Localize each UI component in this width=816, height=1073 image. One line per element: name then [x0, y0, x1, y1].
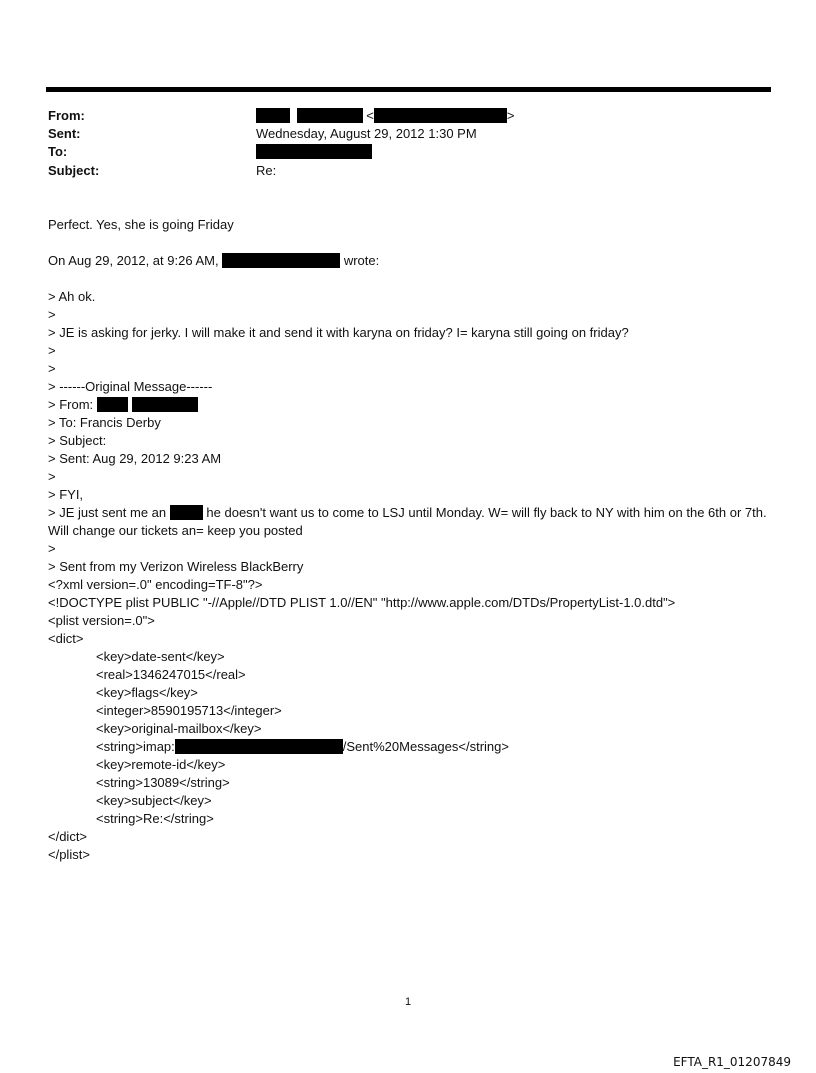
from-gt: >	[506, 108, 515, 123]
xml-line: <key>flags</key>	[96, 685, 198, 700]
quoted-line: >	[48, 307, 56, 322]
quoted-line: > JE is asking for jerky. I will make it and send it with karyna on friday? I= karyna still going on friday?	[48, 325, 629, 340]
page-number: 1	[404, 996, 412, 1008]
xml-mailbox-line	[48, 738, 773, 756]
attribution-suffix: wrote:	[343, 253, 380, 268]
from-lt: <	[366, 108, 374, 123]
quoted-line: >	[48, 469, 56, 484]
quoted-line: >	[48, 343, 56, 358]
redaction-box	[256, 108, 290, 123]
reply-text: Perfect. Yes, she is going Friday	[48, 217, 234, 232]
document-id: EFTA_R1_01207849	[673, 1055, 791, 1069]
from-label: From:	[48, 108, 85, 123]
email-body	[48, 216, 773, 864]
redaction-box	[132, 397, 198, 412]
xml-line: <key>remote-id</key>	[96, 757, 226, 772]
quoted-line: > Subject:	[48, 433, 107, 448]
quote-attribution	[48, 252, 773, 270]
quoted-line: > Ah ok.	[48, 289, 96, 304]
xml-line: <plist version=.0">	[48, 613, 155, 628]
quoted-from-line	[48, 396, 773, 414]
redaction-box	[97, 397, 128, 412]
xml-line: <key>original-mailbox</key>	[96, 721, 262, 736]
redaction-box	[297, 108, 363, 123]
xml-mailbox-end: /Sent%20Messages</string>	[342, 739, 509, 754]
quoted-line: > Sent from my Verizon Wireless BlackBerry	[48, 559, 304, 574]
quoted-line: > ------Original Message------	[48, 379, 213, 394]
xml-mailbox-start: <string>imap:	[96, 739, 175, 754]
quoted-line: >	[48, 361, 56, 376]
quoted-paragraph-rest: he doesn't want us to come to LSJ until Monday. W= will fly back to NY with him on the 6th or 7th. Will change our tickets an= keep you posted	[48, 505, 767, 538]
quoted-from-label: > From:	[48, 397, 94, 412]
quoted-line: > Sent: Aug 29, 2012 9:23 AM	[48, 451, 222, 466]
xml-line: <real>1346247015</real>	[96, 667, 246, 682]
redaction-box	[170, 505, 203, 520]
quoted-paragraph	[48, 504, 773, 540]
xml-line: </dict>	[48, 829, 88, 844]
subject-label: Subject:	[48, 163, 100, 178]
to-label: To:	[48, 144, 68, 159]
xml-line: <key>date-sent</key>	[96, 649, 225, 664]
quoted-line: > FYI,	[48, 487, 84, 502]
quoted-line: > To: Francis Derby	[48, 415, 161, 430]
xml-line: <integer>8590195713</integer>	[96, 703, 282, 718]
sent-value: Wednesday, August 29, 2012 1:30 PM	[256, 126, 477, 141]
quoted-line: >	[48, 541, 56, 556]
xml-line: <string>Re:</string>	[96, 811, 214, 826]
redaction-box	[175, 739, 343, 754]
xml-line: <dict>	[48, 631, 84, 646]
quoted-paragraph-start: > JE just sent me an	[48, 505, 167, 520]
attribution-prefix: On Aug 29, 2012, at 9:26 AM,	[48, 253, 219, 268]
to-value	[256, 143, 372, 161]
xml-line: <!DOCTYPE plist PUBLIC "-//Apple//DTD PLIST 1.0//EN" "http://www.apple.com/DTDs/PropertyList-1.0.dtd">	[48, 595, 676, 610]
sent-label: Sent:	[48, 126, 81, 141]
top-rule	[46, 87, 771, 92]
xml-line: <?xml version=.0" encoding=TF-8"?>	[48, 577, 263, 592]
redaction-box	[374, 108, 507, 123]
redaction-box	[222, 253, 340, 268]
xml-line: <string>13089</string>	[96, 775, 230, 790]
subject-value: Re:	[256, 163, 277, 178]
from-value	[256, 107, 514, 125]
xml-line: </plist>	[48, 847, 90, 862]
redaction-box	[256, 144, 372, 159]
xml-line: <key>subject</key>	[96, 793, 212, 808]
